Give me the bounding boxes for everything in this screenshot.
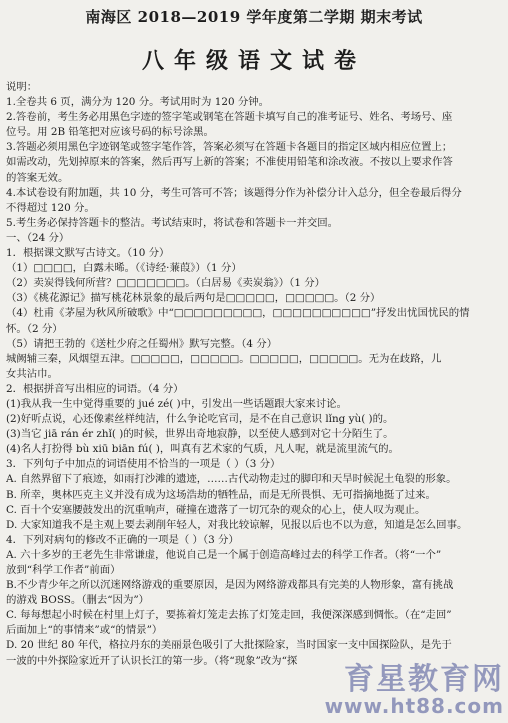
text-line: （5）请把王勃的《送杜少府之任蜀州》默写完整。（4 分）	[6, 337, 278, 350]
text-line: 后面加上“的事情来”或“的情景”）	[6, 624, 163, 637]
text-line: 一波的中外探险家近开了认识长江的第一步。（将“现象”改为“探	[6, 654, 298, 667]
exam-content	[6, 80, 502, 669]
text-line: (4)名人打扮得 bù xiū biān fú( )，叫真有艺术家的气质，凡人呢，就是流里流气的。	[6, 443, 399, 456]
text-line: 5.考生务必保持答题卡的整洁。考试结束时，将试卷和答题卡一并交回。	[6, 216, 339, 229]
text-line: 的答案无效。	[6, 171, 69, 184]
text-line: 4.本试卷设有附加题，共 10 分，考生可答可不答；该题得分作为补偿分计入总分，但全卷最后得分	[6, 186, 462, 199]
text-line: （3）《桃花源记》描写桃花林景象的最后两句是□□□□□，□□□□□。（2 分）	[6, 292, 381, 305]
text-line: 如需改动，先划掉原来的答案，然后再写上新的答案；不准使用铅笔和涂改液。不按以上要求作答	[6, 156, 453, 169]
text-line: 2.答卷前，考生务必用黑色字迹的签字笔或钢笔在答题卡填写自己的准考证号、姓名、考场号、座	[6, 111, 453, 124]
text-line: 的游戏 BOSS。（删去“因为”）	[6, 594, 150, 607]
text-line: 4．下列对病句的修改不正确的一项是（ ）（3 分）	[6, 533, 239, 546]
text-line: D. 20 世纪 80 年代，格拉丹东的美丽景色吸引了大批探险家，当时国家一支中国探险队，是先于	[6, 639, 452, 652]
text-line: 1．根据课文默写古诗文。（10 分）	[6, 247, 170, 260]
text-line: 城阙辅三秦，风烟望五津。□□□□□，□□□□□。□□□□□，□□□□□。无为在歧路，儿	[6, 352, 442, 365]
text-line: （4）杜甫《茅屋为秋风所破歌》中“□□□□□□□□□，□□□□□□□□□□”抒发出忧国忧民的情	[6, 307, 470, 320]
text-line: 1.全卷共 6 页，满分为 120 分。考试用时为 120 分钟。	[6, 96, 270, 109]
text-line: (3)当它 jiā rán ér zhǐ( )的时候，世界出奇地寂静，以至使人感到对它十分陌生了。	[6, 428, 394, 441]
text-line: A. 六十多岁的王老先生非常谦虚，他说自己是一个属于创造高峰过去的科学工作者。（将“一个”	[6, 548, 442, 561]
text-line: B.不少青少年之所以沉迷网络游戏的重要原因，是因为网络游戏都具有完美的人物形象，富有挑战	[6, 579, 454, 592]
text-line: (1)我从我一生中觉得重要的 jué zé( )中，引发出一些话题跟大家来讨论。	[6, 397, 347, 410]
text-line: 位号。用 2B 铅笔把对应该号码的标号涂黑。	[6, 126, 214, 139]
text-line: D. 大家知道我不是主观上要去剥削年轻人，对我比较谅解，见报以后也不以为意，知道是怎么回事。	[6, 518, 468, 531]
text-line: 不得超过 120 分。	[6, 201, 95, 214]
watermark-text: 育星教育网	[344, 662, 504, 697]
watermark	[324, 662, 504, 718]
text-line: 一、（24 分）	[6, 231, 70, 244]
text-line: 怀。（2 分）	[6, 322, 63, 335]
text-line: C. 每每想起小时候在村里上灯子，要拣着灯笼走去拣了灯笼走回，我便深深感到惆怅。（在“走回”	[6, 609, 452, 622]
exam-title: 八年级语文试卷	[141, 48, 366, 74]
text-line: A. 自然界留下了痕迹，如雨打沙滩的遗迹，……古代动物走过的脚印和天旱时候泥土龟裂的形象。	[6, 473, 457, 486]
text-line: B. 所幸，奥林匹克主义并没有成为这场浩劫的牺牲品，而是无所畏惧、无可指摘地挺了过来。	[6, 488, 436, 501]
text-line: 说明：	[6, 81, 38, 93]
text-line: （1）□□□□，白露未晞。（《诗经·蒹葭》）（1 分）	[6, 262, 242, 275]
text-line: (2)好听点说，心还像素丝样纯洁，什么争论吃官司，是不在自己意识 lǐng yù( )的。	[6, 413, 394, 426]
text-line: 女共沾巾。	[6, 367, 58, 380]
text-line: 放到“科学工作者”前面）	[6, 564, 121, 576]
text-line: （2）卖炭得钱何所营？□□□□□□□。（白居易《卖炭翁》）（1 分）	[6, 277, 326, 290]
text-line: 3．下列句子中加点的词语使用不恰当的一项是（ ）（3 分）	[6, 458, 281, 471]
text-line: 2．根据拼音写出相应的词语。（4 分）	[6, 382, 184, 395]
watermark-url: www.ht88.com	[324, 694, 504, 718]
exam-header: 南海区 2018—2019 学年度第二学期 期末考试	[85, 8, 423, 26]
text-line: C. 百十个安塞腰鼓发出的沉重响声，碰撞在遗落了一切冗杂的观众的心上，使人叹为观止。	[6, 503, 426, 516]
text-line: 3.答题必须用黑色字迹钢笔或签字笔作答，答案必须写在答题卡各题目的指定区域内相应位置上；	[6, 141, 453, 154]
